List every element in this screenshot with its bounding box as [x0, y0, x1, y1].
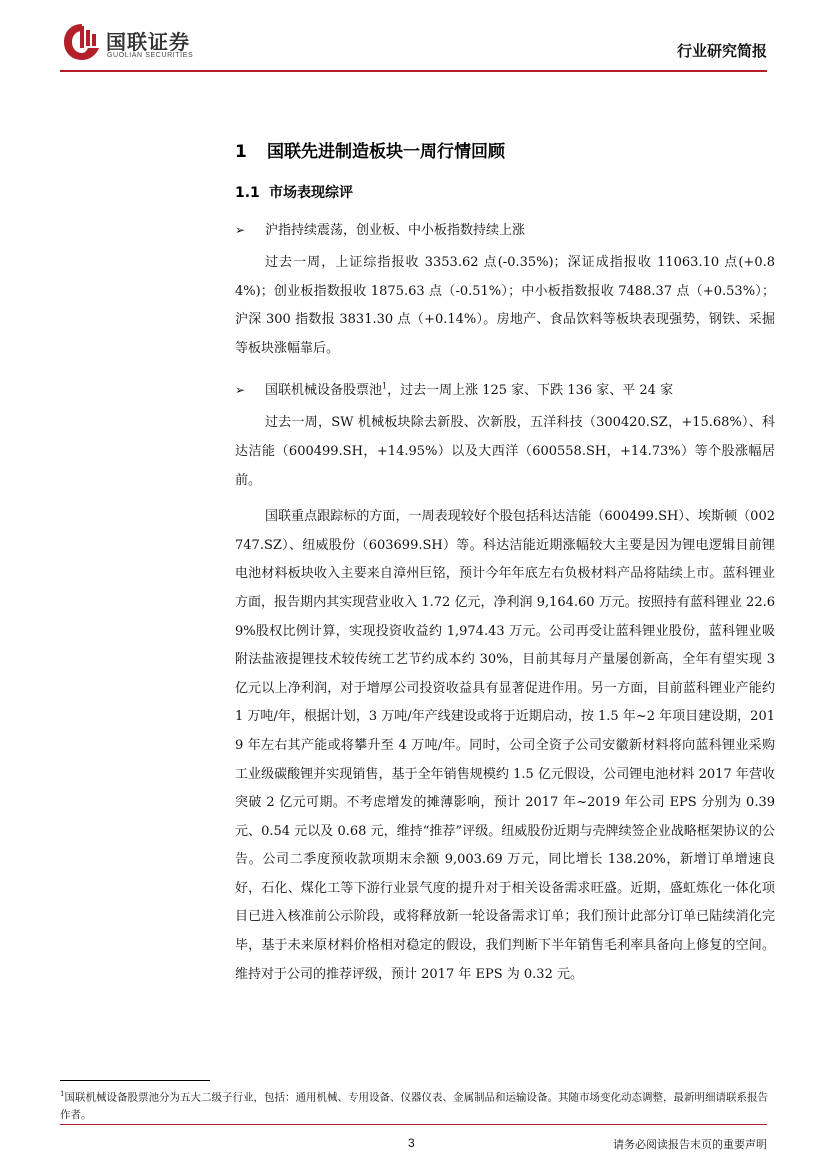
- footnote: [60, 1086, 772, 1124]
- header-divider: [60, 70, 767, 72]
- bullet-item: [235, 380, 775, 401]
- section-title: 国联先进制造板块一周行情回顾: [267, 142, 505, 162]
- section-heading: [235, 140, 775, 164]
- paragraph: 过去一周，上证综指报收 3353.62 点(-0.35%)；深证成指报收 11063.10 点(+0.84%)；创业板指数报收 1875.63 点（-0.51%）；中小板指数报收 7488.37 点（+0.53%）；沪深 300 指数报 3831.30 点（+0.14%）。房地产、食品饮料等板块表现强势，钢铁、采掘等板块涨幅靠后。: [235, 255, 775, 356]
- bullet-item: [235, 220, 775, 241]
- guolian-logo-icon: [62, 22, 102, 62]
- footnote-reference[interactable]: 1: [382, 382, 388, 392]
- paragraph: 国联重点跟踪标的方面，一周表现较好个股包括科达洁能（600499.SH）、埃斯顿（002747.SZ）、纽威股份（603699.SH）等。科达洁能近期涨幅较大主要是因为锂电逻辑目前锂电池材料板块收入主要来自漳州巨铭，预计今年年底左右负极材料产品将陆续上市。蓝科锂业方面，报告期内其实现营业收入 1.72 亿元，净利润 9,164.60 万元。按照持有蓝科锂业 22.69%股权比例计算，实现投资收益约 1,974.43 万元。公司再受让蓝科锂业股份，蓝科锂业吸附法盐液提锂技术较传统工艺节约成本约 30%，目前其每月产量屡创新高，全年有望实现 3 亿元以上净利润，对于增厚公司投资收益具有显著促进作用。另一方面，目前蓝科锂业产能约 1 万吨/年，根据计划，3 万吨/年产线建设或将于近期启动，按 1.5 年~2 年项目建设期，2019 年左右其产能或将攀升至 4 万吨/年。同时，公司全资子公司安徽新材料将向蓝科锂业采购工业级碳酸锂并实现销售，基于全年销售规模约 1.5 亿元假设，公司锂电池材料 2017 年营收突破 2 亿元可期。不考虑增发的摊薄影响，预计 2017 年~2019 年公司 EPS 分别为 0.39 元、0.54 元以及 0.68 元，维持“推荐”评级。纽威股份近期与壳牌续签企业战略框架协议的公告。公司二季度预收款项期末余额 9,003.69 万元，同比增长 138.20%，新增订单增速良好，石化、煤化工等下游行业景气度的提升对于相关设备需求旺盛。近期，盛虹炼化一体化项目已进入核准前公示阶段，或将释放新一轮设备需求订单；我们预计此部分订单已陆续消化完毕，基于未来原材料价格相对稳定的假设，我们判断下半年销售毛利率具备向上修复的空间。维持对于公司的推荐评级，预计 2017 年 EPS 为 0.32 元。: [235, 509, 775, 982]
- document-type: 行业研究简报: [676, 42, 767, 60]
- arrow-bullet-icon: ➢: [235, 383, 246, 398]
- logo-subtext: GUOLIAN SECURITIES: [107, 52, 194, 59]
- main-content: [235, 140, 775, 989]
- subsection-title: 市场表现综评: [269, 185, 353, 201]
- footer-divider: [60, 1124, 767, 1125]
- bullet-text: 国联机械设备股票池: [265, 383, 383, 399]
- company-logo: [62, 22, 222, 66]
- paragraph: 过去一周，SW 机械板块除去新股、次新股，五洋科技（300420.SZ，+15.68%）、科达洁能（600499.SH，+14.95%）以及大西洋（600558.SH，+14.73%）等个股涨幅居前。: [235, 415, 775, 488]
- logo-text: 国联证券: [106, 30, 190, 54]
- subsection-number: 1.1: [235, 185, 260, 201]
- bullet-text: 沪指持续震荡，创业板、中小板指数持续上涨: [265, 223, 526, 238]
- footnote-text: 国联机械设备股票池分为五大二级子行业，包括：通用机械、专用设备、仪器仪表、金属制品和运输设备。其随市场变化动态调整，最新明细请联系报告作者。: [60, 1091, 768, 1121]
- footnote-marker: 1: [60, 1090, 65, 1098]
- footnote-divider: [60, 1080, 210, 1081]
- disclaimer-text: 请务必阅读报告末页的重要声明: [613, 1138, 767, 1151]
- page-number: 3: [408, 1136, 415, 1150]
- section-number: 1: [235, 142, 247, 162]
- subsection-heading: [235, 183, 775, 203]
- arrow-bullet-icon: ➢: [235, 223, 246, 237]
- bullet-text-continued: ，过去一周上涨 125 家、下跌 136 家、平 24 家: [387, 383, 674, 399]
